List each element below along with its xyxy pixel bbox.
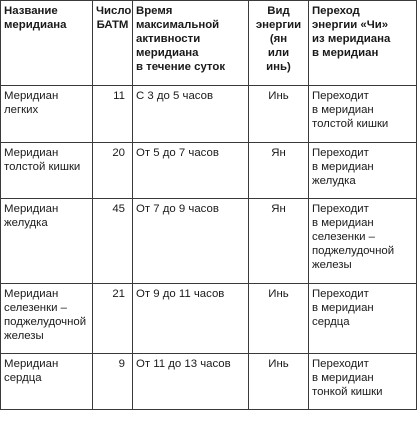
header-line: Время xyxy=(136,5,173,17)
cell-transition xyxy=(309,143,417,199)
cell-line: Меридиан xyxy=(4,288,59,300)
table-row xyxy=(1,354,417,410)
cell-line: Переходит xyxy=(312,147,369,159)
cell-line: в меридиан xyxy=(312,161,374,173)
header-line: Число xyxy=(96,5,132,17)
header-line: (ян xyxy=(269,33,288,45)
cell-line: поджелудочной xyxy=(312,245,395,257)
cell-line: в меридиан xyxy=(312,302,374,314)
cell-line: селезенки – xyxy=(4,302,67,314)
cell-line: толстой кишки xyxy=(312,118,389,130)
cell-line: легких xyxy=(4,104,39,116)
header-line: из меридиана xyxy=(312,33,391,45)
cell-name xyxy=(1,199,93,284)
cell-transition xyxy=(309,199,417,284)
cell-transition xyxy=(309,86,417,143)
cell-line: желудка xyxy=(4,217,48,229)
cell-batm: 20 xyxy=(93,143,133,199)
header-line: энергии xyxy=(255,19,302,31)
cell-line: Переходит xyxy=(312,203,369,215)
cell-line: Меридиан xyxy=(4,147,59,159)
header-line: Вид xyxy=(267,5,290,17)
cell-line: желудка xyxy=(312,175,356,187)
header-energy xyxy=(249,1,309,86)
cell-time: От 5 до 7 часов xyxy=(133,143,249,199)
cell-line: селезенки – xyxy=(312,231,375,243)
table-row xyxy=(1,199,417,284)
cell-energy: Ян xyxy=(249,143,309,199)
cell-name xyxy=(1,86,93,143)
cell-line: Меридиан xyxy=(4,203,59,215)
cell-batm: 11 xyxy=(93,86,133,143)
cell-energy: Инь xyxy=(249,86,309,143)
header-line: БАТМ xyxy=(96,19,129,31)
cell-energy: Ян xyxy=(249,199,309,284)
header-line: Название xyxy=(4,5,58,17)
header-line: в меридиан xyxy=(312,47,379,59)
cell-transition xyxy=(309,284,417,354)
cell-line: сердца xyxy=(312,316,350,328)
header-name xyxy=(1,1,93,86)
cell-time: От 11 до 13 часов xyxy=(133,354,249,410)
header-line: Переход xyxy=(312,5,360,17)
cell-line: тонкой кишки xyxy=(312,386,383,398)
cell-line: Переходит xyxy=(312,358,369,370)
cell-transition xyxy=(309,354,417,410)
cell-line: Переходит xyxy=(312,90,369,102)
cell-line: Меридиан xyxy=(4,90,59,102)
cell-name xyxy=(1,284,93,354)
cell-line: сердца xyxy=(4,372,42,384)
header-line: энергии «Чи» xyxy=(312,19,389,31)
cell-line: поджелудочной xyxy=(4,316,87,328)
table-row xyxy=(1,143,417,199)
header-line: или xyxy=(267,47,290,59)
header-line: в течение суток xyxy=(136,61,226,73)
header-transition xyxy=(309,1,417,86)
cell-time: С 3 до 5 часов xyxy=(133,86,249,143)
header-line: инь) xyxy=(266,61,291,73)
cell-line: в меридиан xyxy=(312,217,374,229)
cell-energy: Инь xyxy=(249,284,309,354)
header-time xyxy=(133,1,249,86)
table-row xyxy=(1,284,417,354)
header-line: активности xyxy=(136,33,201,45)
header-line: максимальной xyxy=(136,19,220,31)
cell-line: железы xyxy=(312,259,352,271)
cell-line: Меридиан xyxy=(4,358,59,370)
cell-time: От 7 до 9 часов xyxy=(133,199,249,284)
table-row xyxy=(1,86,417,143)
cell-line: толстой кишки xyxy=(4,161,81,173)
cell-time: От 9 до 11 часов xyxy=(133,284,249,354)
cell-name xyxy=(1,143,93,199)
cell-batm: 45 xyxy=(93,199,133,284)
cell-batm: 21 xyxy=(93,284,133,354)
header-line: меридиана xyxy=(136,47,199,59)
cell-batm: 9 xyxy=(93,354,133,410)
header-batm xyxy=(93,1,133,86)
cell-energy: Инь xyxy=(249,354,309,410)
cell-line: в меридиан xyxy=(312,104,374,116)
cell-line: Переходит xyxy=(312,288,369,300)
header-line: меридиана xyxy=(4,19,67,31)
cell-name xyxy=(1,354,93,410)
table-header-row xyxy=(1,1,417,86)
cell-line: железы xyxy=(4,330,44,342)
cell-line: в меридиан xyxy=(312,372,374,384)
